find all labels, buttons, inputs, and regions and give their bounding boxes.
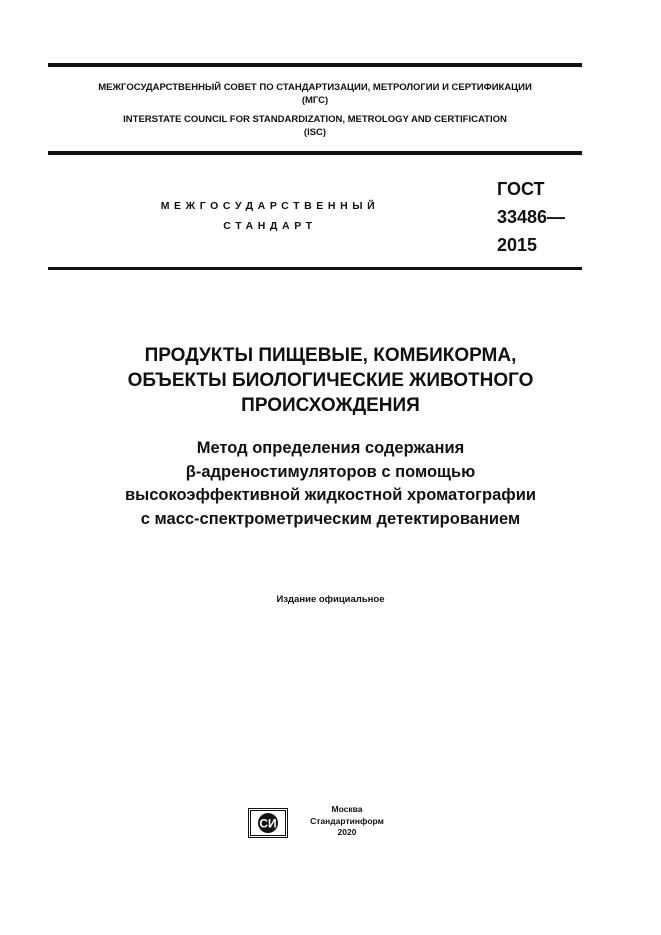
subtitle-line-3: высокоэффективной жидкостной хроматографии	[124, 486, 537, 504]
logo-text: СИ	[259, 816, 277, 831]
standard-type-line-2: СТАНДАРТ	[223, 220, 317, 232]
middle-divider	[48, 151, 582, 155]
publisher-name: Стандартинформ	[310, 815, 384, 826]
standard-type-line-1: МЕЖГОСУДАРСТВЕННЫЙ	[160, 200, 380, 212]
title-line-1: ПРОДУКТЫ ПИЩЕВЫЕ, КОМБИКОРМА,	[144, 345, 517, 366]
subtitle-line-2: β-адреностимуляторов с помощью	[185, 462, 476, 481]
standartinform-logo-icon	[248, 808, 288, 838]
publisher-info	[302, 804, 392, 839]
designation-prefix: ГОСТ	[497, 179, 545, 199]
publisher-city: Москва	[331, 804, 363, 814]
standard-designation	[497, 175, 565, 259]
document-subtitle	[48, 437, 613, 531]
council-name-russian	[48, 81, 582, 107]
document-title	[48, 343, 613, 418]
council-ru-abbreviation: (МГС)	[301, 95, 329, 106]
council-name-english	[48, 113, 582, 139]
designation-number: 33486—	[497, 207, 566, 227]
title-line-3: ПРОИСХОЖДЕНИЯ	[241, 395, 420, 416]
standard-type	[120, 196, 420, 236]
title-line-2: ОБЪЕКТЫ БИОЛОГИЧЕСКИЕ ЖИВОТНОГО	[127, 370, 534, 391]
edition-label: Издание официальное	[276, 594, 385, 605]
bottom-divider	[48, 267, 582, 270]
designation-year: 2015	[497, 235, 538, 255]
publication-year: 2020	[337, 827, 357, 837]
subtitle-line-4: с масс-спектрометрическим детектированием	[140, 509, 521, 528]
top-divider	[48, 63, 582, 67]
council-en-abbreviation: (ISC)	[303, 127, 327, 138]
council-ru-line-1: МЕЖГОСУДАРСТВЕННЫЙ СОВЕТ ПО СТАНДАРТИЗАЦИИ, МЕТРОЛОГИИ И СЕРТИФИКАЦИИ	[98, 82, 532, 93]
council-en-line-1: INTERSTATE COUNCIL FOR STANDARDIZATION, METROLOGY AND CERTIFICATION	[123, 114, 507, 125]
subtitle-line-1: Метод определения содержания	[196, 439, 465, 457]
